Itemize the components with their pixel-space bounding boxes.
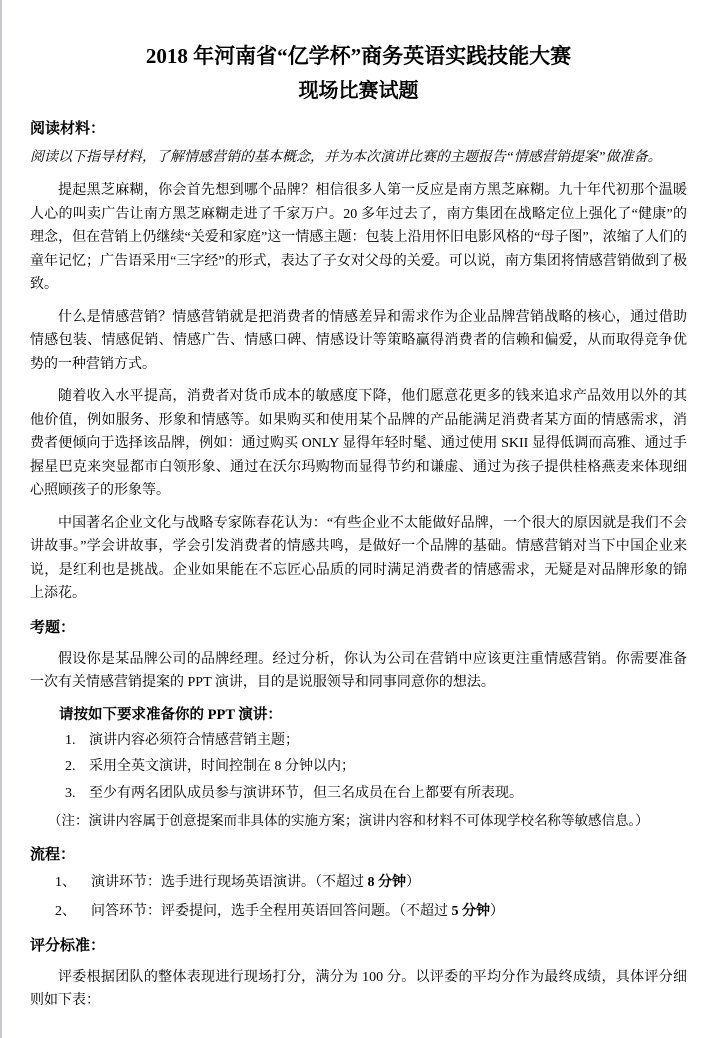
process-text-1-duration: 8 分钟 [367,874,406,890]
requirement-item-3 [30,782,687,806]
requirement-text-2: 采用全英文演讲，时间控制在 8 分钟以内； [89,759,355,774]
requirements-note: （注：演讲内容属于创意提案而非具体的实施方案；演讲内容和材料不可体现学校名称等敏感信息。） [48,813,649,828]
section-heading-exam-question: 考题： [30,619,76,636]
process-text-2-prefix: 问答环节：评委提问，选手全程用英语回答问题。（不超过 [91,903,452,919]
process-item-2 [30,900,687,924]
process-text-2-suffix: ） [490,903,504,919]
process-number-1: 1、 [55,874,76,890]
section-heading-process: 流程： [30,846,76,863]
doc-title-line1: 2018 年河南省“亿学杯”商务英语实践技能大赛 [145,44,572,68]
requirements-heading: 请按如下要求准备你的 PPT 演讲： [59,706,282,723]
requirement-text-1: 演讲内容必须符合情感营销主题； [89,732,299,748]
reading-intro-instruction: 阅读以下指导材料，了解情感营销的基本概念，并为本次演讲比赛的主题报告“情感营销提案”做准备。 [30,150,662,165]
exam-question-paragraph: 假设你是某品牌公司的品牌经理。经过分析，你认为公司在营销中应该更注重情感营销。你需要准备一次有关情感营销提案的 PPT 演讲，目的是说服领导和同事同意你的想法。 [30,651,687,690]
reading-paragraph-3: 随着收入水平提高，消费者对货币成本的敏感度下降，他们愿意花更多的钱来追求产品效用以外的其他价值，例如服务、形象和情感等。如果购买和使用某个品牌的产品能满足消费者某方面的情感需求，消费者便倾向于选择该品牌，例如：通过购买 ONLY 显得年轻时髦、通过使用 SKII 显得低调而高雅、通过手握星巴克来突显都市白领形象、通过在沃尔玛购物而显得节约和谦虚、通过为孩子提供桂格燕麦来体现细心照顾孩子的形象等。 [30,389,687,498]
page-edge-line [0,0,2,1038]
scoring-paragraph: 评委根据团队的整体表现进行现场打分，满分为 100 分。以评委的平均分作为最终成绩，具体评分细则如下表： [30,969,687,1008]
process-text-2-duration: 5 分钟 [451,903,490,919]
reading-paragraph-1: 提起黑芝麻糊，你会首先想到哪个品牌？相信很多人第一反应是南方黑芝麻糊。九十年代初那个温暖人心的叫卖广告让南方黑芝麻糊走进了千家万户。20 多年过去了，南方集团在战略定位上强化了“健康”的理念，但在营销上仍继续“关爱和家庭”这一情感主题：包装上沿用怀旧电影风格的“母子图”，浓缩了人们的童年记忆；广告语采用“三字经”的形式，表达了子女对父母的关爱。可以说，南方集团将情感营销做到了极致。 [30,183,687,292]
reading-paragraph-4: 中国著名企业文化与战略专家陈春花认为：“有些企业不太能做好品牌，一个很大的原因就是我们不会讲故事。”学会讲故事，学会引发消费者的情感共鸣，是做好一个品牌的基础。情感营销对当下中国企业来说，是红利也是挑战。企业如果能在不忘匠心品质的同时满足消费者的情感需求，无疑是对品牌形象的锦上添花。 [30,515,687,601]
section-heading-scoring-criteria: 评分标准： [30,937,106,954]
requirement-number-1: 1. [65,732,76,748]
requirement-item-2 [30,755,687,779]
process-text-1-prefix: 演讲环节：选手进行现场英语演讲。（不超过 [91,874,368,890]
requirement-number-3: 3. [65,785,76,801]
process-text-1-suffix: ） [406,874,420,890]
section-heading-reading-materials: 阅读材料： [30,121,106,137]
doc-title-line2: 现场比赛试题 [298,80,419,102]
requirement-text-3: 至少有两名团队成员参与演讲环节，但三名成员在台上都要有所表现。 [89,785,523,801]
process-item-1 [30,871,687,895]
requirement-number-2: 2. [65,759,76,774]
requirement-item-1 [30,729,687,753]
reading-paragraph-2: 什么是情感营销？情感营销就是把消费者的情感差异和需求作为企业品牌营销战略的核心，通过借助情感包装、情感促销、情感广告、情感口碑、情感设计等策略赢得消费者的信赖和偏爱，从而取得竞争优势的一种营销方式。 [30,309,687,372]
process-number-2: 2、 [55,903,76,919]
